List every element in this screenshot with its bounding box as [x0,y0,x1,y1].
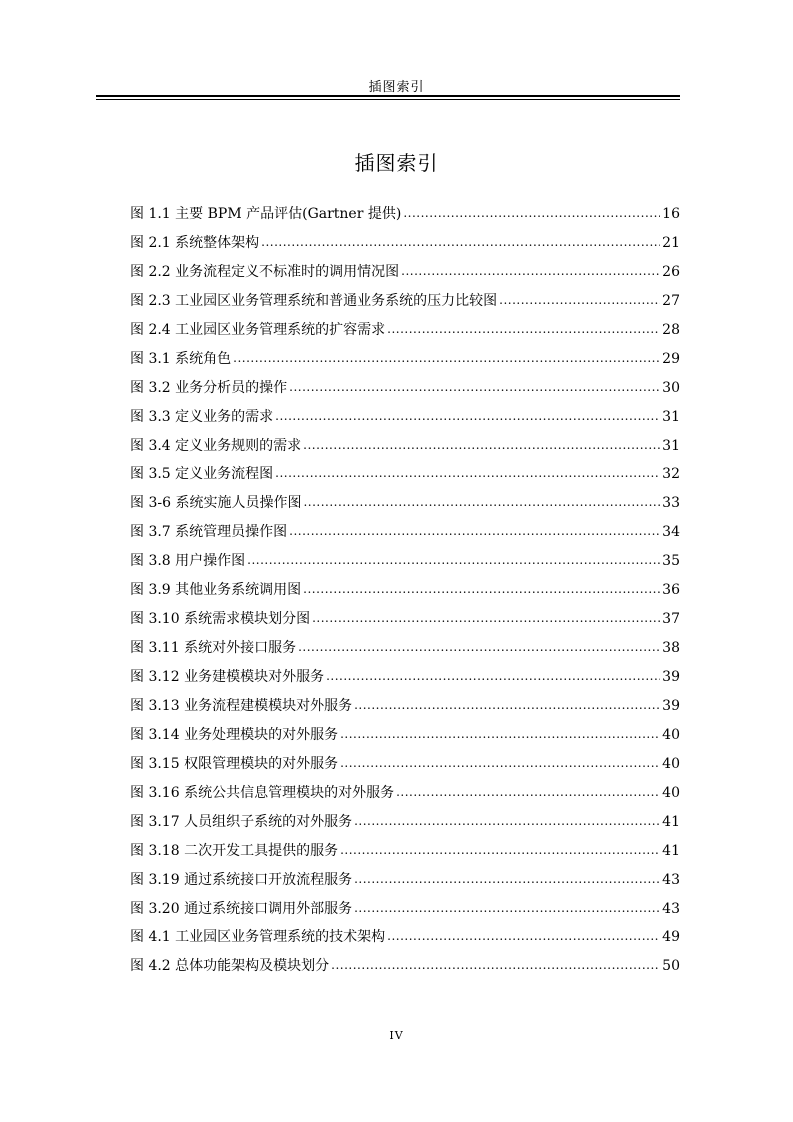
dot-leader [312,604,660,633]
footer-page-number: IV [389,1029,404,1042]
dot-leader [354,691,660,720]
entry-label: 图 1.1 主要 BPM 产品评估(Gartner 提供) [130,206,402,222]
entry-page: 30 [662,379,680,396]
entry-page: 33 [662,495,680,512]
toc-entry[interactable] [130,432,680,461]
entry-page: 29 [662,350,680,367]
toc-entry[interactable] [130,547,680,576]
entry-page: 37 [662,611,680,628]
dot-leader [303,575,660,604]
entry-label: 图 3.10 系统需求模块划分图 [130,611,311,628]
entry-label: 图 3.8 用户操作图 [130,553,246,570]
entry-label: 图 3.13 业务流程建模模块对外服务 [130,697,353,714]
toc-entry[interactable] [130,605,680,634]
entry-page: 43 [662,871,680,888]
toc-entry[interactable] [130,634,680,663]
entry-page: 21 [662,234,680,251]
entry-page: 35 [662,553,680,570]
dot-leader [331,951,660,980]
entry-label: 图 2.2 业务流程定义不标准时的调用情况图 [130,263,400,280]
entry-label: 图 2.1 系统整体架构 [130,234,260,251]
toc-entry[interactable] [130,923,680,952]
entry-page: 38 [662,640,680,657]
dot-leader [303,488,660,517]
entry-label: 图 3.16 系统公共信息管理模块的对外服务 [130,784,395,801]
entry-label: 图 3.14 业务处理模块的对外服务 [130,726,339,743]
entry-label: 图 3.17 人员组织子系统的对外服务 [130,813,353,830]
entry-page: 41 [662,842,680,859]
toc-entry[interactable] [130,258,680,287]
entry-page: 50 [662,958,680,975]
entry-page: 16 [662,206,680,222]
entry-label: 图 3.18 二次开发工具提供的服务 [130,842,339,859]
entry-page: 39 [662,669,680,685]
entry-label: 图 4.1 工业园区业务管理系统的技术架构 [130,929,386,946]
header-rule-thick [96,95,680,97]
dot-leader [401,257,660,286]
dot-leader [387,315,660,344]
toc-entry[interactable] [130,460,680,489]
entry-label: 图 3.7 系统管理员操作图 [130,524,288,541]
entry-label: 图 3.19 通过系统接口开放流程服务 [130,871,353,888]
dot-leader [326,662,660,691]
entry-label: 图 4.2 总体功能架构及模块划分 [130,958,330,975]
dot-leader [247,546,660,575]
toc-entry[interactable] [130,808,680,837]
dot-leader [340,749,660,778]
figure-index-list [130,200,680,981]
dot-leader [233,344,660,373]
entry-page: 32 [662,466,680,483]
dot-leader [340,836,660,865]
entry-page: 27 [662,292,680,309]
toc-entry[interactable] [130,779,680,808]
entry-page: 34 [662,524,680,541]
entry-page: 26 [662,263,680,280]
dot-leader [275,459,660,488]
entry-page: 41 [662,813,680,830]
entry-label: 图 3.3 定义业务的需求 [130,408,274,425]
toc-entry[interactable] [130,403,680,432]
dot-leader [261,228,660,257]
entry-label: 图 3.5 定义业务流程图 [130,466,274,483]
entry-page: 31 [662,408,680,425]
entry-label: 图 3.1 系统角色 [130,350,232,367]
dot-leader [289,373,660,402]
entry-label: 图 3.2 业务分析员的操作 [130,379,288,396]
toc-entry[interactable] [130,374,680,403]
toc-entry[interactable] [130,518,680,547]
dot-leader [387,922,660,951]
toc-entry[interactable] [130,229,680,258]
toc-entry[interactable] [130,692,680,721]
dot-leader [275,402,660,431]
toc-entry[interactable] [130,866,680,895]
running-header: 插图索引 [368,80,425,95]
entry-page: 39 [662,697,680,714]
toc-entry[interactable] [130,287,680,316]
toc-entry[interactable] [130,837,680,866]
toc-entry[interactable] [130,750,680,779]
entry-page: 49 [662,929,680,946]
entry-label: 图 3.15 权限管理模块的对外服务 [130,755,339,772]
entry-label: 图 3.9 其他业务系统调用图 [130,582,302,599]
entry-label: 图 3.12 业务建模模块对外服务 [130,669,325,685]
toc-entry[interactable] [130,721,680,750]
header-rule-thin [96,99,680,100]
dot-leader [396,778,660,807]
dot-leader [289,517,660,546]
toc-entry[interactable] [130,952,680,981]
dot-leader [354,865,660,894]
dot-leader [403,199,660,228]
entry-page: 31 [662,437,680,454]
entry-page: 36 [662,582,680,599]
page-title: 插图索引 [354,151,439,175]
toc-entry[interactable] [130,200,680,229]
toc-entry[interactable] [130,345,680,374]
dot-leader [354,807,660,836]
dot-leader [303,431,660,460]
toc-entry[interactable] [130,663,680,692]
toc-entry[interactable] [130,895,680,924]
toc-entry[interactable] [130,316,680,345]
entry-label: 图 3-6 系统实施人员操作图 [130,495,302,512]
entry-page: 40 [662,726,680,743]
dot-leader [499,286,660,315]
entry-label: 图 2.3 工业园区业务管理系统和普通业务系统的压力比较图 [130,292,498,309]
dot-leader [340,720,660,749]
dot-leader [354,894,660,923]
entry-label: 图 3.20 通过系统接口调用外部服务 [130,900,353,917]
entry-page: 40 [662,784,680,801]
toc-entry[interactable] [130,489,680,518]
entry-page: 40 [662,755,680,772]
dot-leader [298,633,660,662]
entry-page: 43 [662,900,680,917]
toc-entry[interactable] [130,576,680,605]
entry-label: 图 3.11 系统对外接口服务 [130,640,297,657]
entry-label: 图 3.4 定义业务规则的需求 [130,437,302,454]
entry-page: 28 [662,321,680,338]
entry-label: 图 2.4 工业园区业务管理系统的扩容需求 [130,321,386,338]
